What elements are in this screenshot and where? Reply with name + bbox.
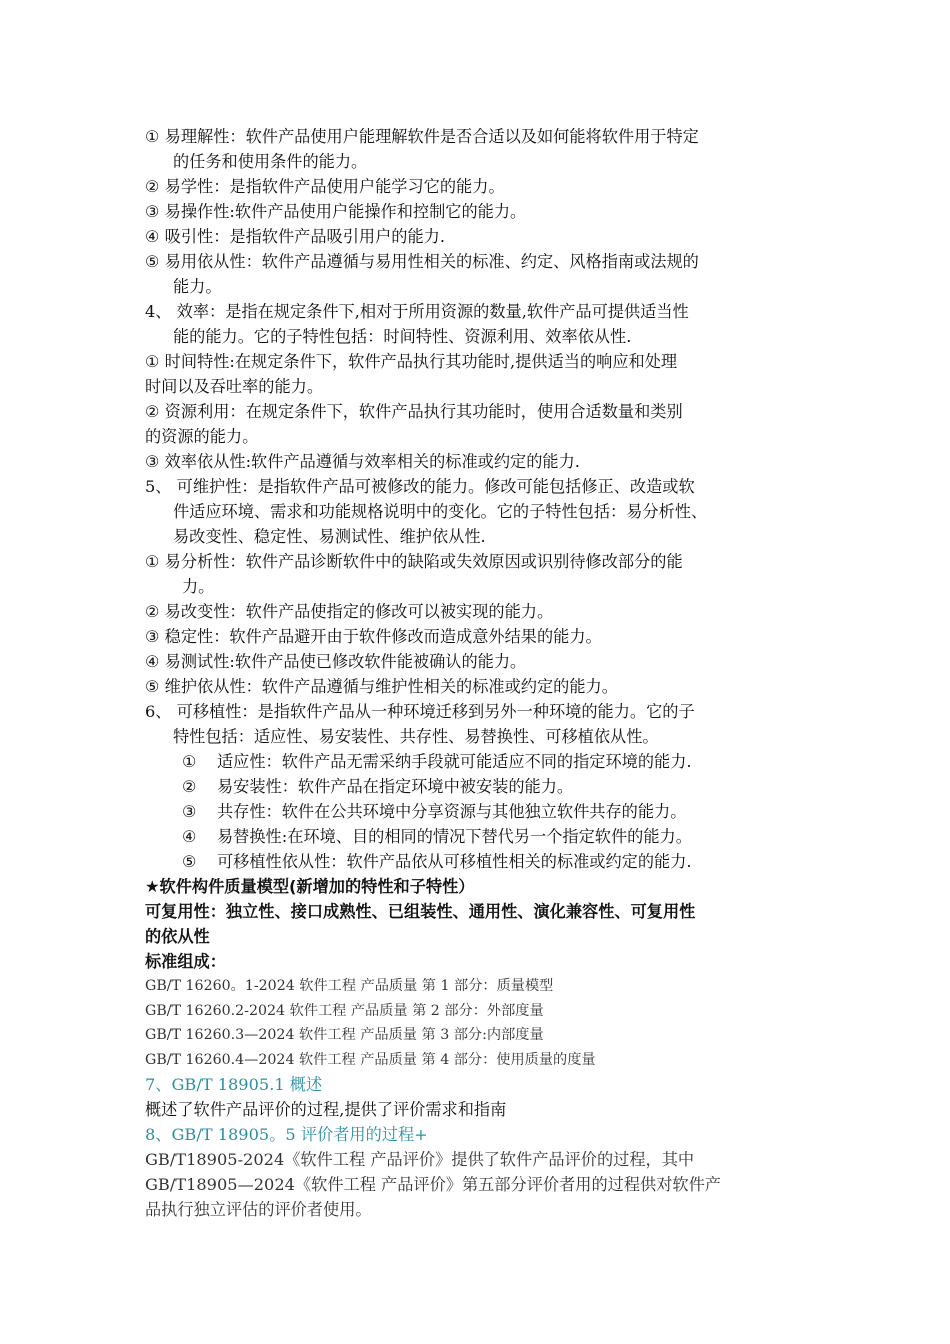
list-text: 易理解性：软件产品使用户能理解软件是否合适以及如何能将软件用于特定 — [159, 127, 699, 146]
text-line: 能力。 — [173, 277, 222, 296]
list-text: 维护依从性：软件产品遵循与维护性相关的标准或约定的能力。 — [159, 677, 618, 696]
list-text: 易操作性:软件产品使用户能操作和控制它的能力。 — [159, 202, 527, 221]
text-line: 易改变性、稳定性、易测试性、维护依从性. — [173, 527, 486, 546]
list-text: 易改变性：软件产品使指定的修改可以被实现的能力。 — [159, 602, 554, 621]
list-text: 易用依从性：软件产品遵循与易用性相关的标准、约定、风格指南或法规的 — [159, 252, 699, 271]
section-item — [145, 299, 810, 324]
reusability-line: 的依从性 — [145, 927, 210, 946]
list-marker: ③ — [145, 452, 160, 471]
list-item — [145, 549, 810, 574]
text-line: GB/T18905-2024《软件工程 产品评价》提供了软件产品评价的过程，其中 — [145, 1150, 695, 1169]
list-marker: ⑤ — [145, 252, 160, 271]
list-item — [145, 399, 810, 424]
text-line: 时间以及吞吐率的能力。 — [145, 377, 324, 396]
heading-standard-composition: 标准组成： — [145, 952, 226, 971]
list-marker: ③ — [182, 802, 197, 821]
list-item — [145, 449, 810, 474]
heading-component-quality-model: ★软件构件质量模型(新增加的特性和子特性） — [145, 877, 475, 896]
list-marker: ② — [145, 602, 160, 621]
list-item — [145, 624, 810, 649]
section-item — [145, 474, 810, 499]
heading-gbt-18905-1: 7、GB/T 18905.1 概述 — [145, 1075, 323, 1094]
text-line: 的任务和使用条件的能力。 — [173, 152, 368, 171]
text-line: 件适应环境、需求和功能规格说明中的变化。它的子特性包括：易分析性、 — [173, 502, 708, 521]
list-marker: ② — [145, 402, 160, 421]
list-marker: ① — [145, 552, 160, 571]
list-marker: ④ — [145, 227, 160, 246]
list-text: 效率依从性:软件产品遵循与效率相关的标准或约定的能力. — [159, 452, 580, 471]
list-item — [145, 124, 810, 149]
list-item — [145, 649, 810, 674]
list-text: 易安装性：软件产品在指定环境中被安装的能力。 — [217, 777, 574, 796]
standard-item: GB/T 16260.3—2024 软件工程 产品质量 第 3 部分:内部度量 — [145, 1027, 544, 1043]
list-item — [145, 774, 810, 799]
list-text: 适应性：软件产品无需采纳手段就可能适应不同的指定环境的能力. — [217, 752, 692, 771]
document-body — [145, 124, 810, 1222]
list-text: 稳定性：软件产品避开由于软件修改而造成意外结果的能力。 — [159, 627, 602, 646]
standard-item: GB/T 16260。1-2024 软件工程 产品质量 第 1 部分：质量模型 — [145, 978, 554, 994]
section-number: 6、 — [145, 702, 172, 721]
list-marker: ④ — [145, 652, 160, 671]
list-item — [145, 849, 810, 874]
list-marker: ④ — [182, 827, 197, 846]
section-number: 4、 — [145, 302, 172, 321]
text-line: 品执行独立评估的评价者使用。 — [145, 1200, 372, 1219]
text-line: 能的能力。它的子特性包括：时间特性、资源利用、效率依从性. — [173, 327, 632, 346]
list-marker: ③ — [145, 202, 160, 221]
reusability-line: 可复用性：独立性、接口成熟性、已组装性、通用性、演化兼容性、可复用性 — [145, 902, 696, 921]
list-item — [145, 199, 810, 224]
list-text: 易测试性:软件产品使已修改软件能被确认的能力。 — [159, 652, 527, 671]
list-text: 易分析性：软件产品诊断软件中的缺陷或失效原因或识别待修改部分的能 — [159, 552, 683, 571]
list-marker: ① — [145, 352, 160, 371]
text-line: GB/T18905—2024《软件工程 产品评价》第五部分评价者用的过程供对软件产 — [145, 1175, 721, 1194]
list-item — [145, 799, 810, 824]
standard-item: GB/T 16260.4—2024 软件工程 产品质量 第 4 部分：使用质量的度量 — [145, 1051, 596, 1068]
list-item — [145, 599, 810, 624]
section-text: 可移植性：是指软件产品从一种环境迁移到另外一种环境的能力。它的子 — [171, 702, 695, 721]
list-marker: ② — [145, 177, 160, 196]
section-text: 可维护性：是指软件产品可被修改的能力。修改可能包括修正、改造或软 — [171, 477, 695, 496]
list-text: 资源利用：在规定条件下，软件产品执行其功能时，使用合适数量和类别 — [159, 402, 683, 421]
section-number: 5、 — [145, 477, 172, 496]
list-text: 易学性：是指软件产品使用户能学习它的能力。 — [159, 177, 505, 196]
list-item — [145, 349, 810, 374]
standard-item: GB/T 16260.2-2024 软件工程 产品质量 第 2 部分：外部度量 — [145, 1002, 544, 1019]
list-item — [145, 174, 810, 199]
text-line: 概述了软件产品评价的过程,提供了评价需求和指南 — [145, 1100, 507, 1119]
heading-gbt-18905-5: 8、GB/T 18905。5 评价者用的过程+ — [145, 1125, 428, 1144]
list-marker: ② — [182, 777, 197, 796]
list-text: 可移植性依从性：软件产品依从可移植性相关的标准或约定的能力. — [217, 852, 692, 871]
list-item — [145, 824, 810, 849]
list-marker: ③ — [145, 627, 160, 646]
list-item — [145, 249, 810, 274]
list-marker: ⑤ — [145, 677, 160, 696]
list-item — [145, 749, 810, 774]
list-text: 易替换性:在环境、目的相同的情况下替代另一个指定软件的能力。 — [217, 827, 692, 846]
list-marker: ① — [182, 752, 197, 771]
list-marker: ⑤ — [182, 852, 197, 871]
section-item — [145, 699, 810, 724]
text-line: 力。 — [182, 577, 215, 596]
text-line: 特性包括：适应性、易安装性、共存性、易替换性、可移植依从性。 — [173, 727, 659, 746]
list-marker: ① — [145, 127, 160, 146]
list-text: 时间特性:在规定条件下，软件产品执行其功能时,提供适当的响应和处理 — [159, 352, 678, 371]
list-text: 吸引性：是指软件产品吸引用户的能力. — [159, 227, 445, 246]
section-text: 效率：是指在规定条件下,相对于所用资源的数量,软件产品可提供适当性 — [171, 302, 689, 321]
list-text: 共存性：软件在公共环境中分享资源与其他独立软件共存的能力。 — [217, 802, 687, 821]
text-line: 的资源的能力。 — [145, 427, 259, 446]
list-item — [145, 674, 810, 699]
list-item — [145, 224, 810, 249]
